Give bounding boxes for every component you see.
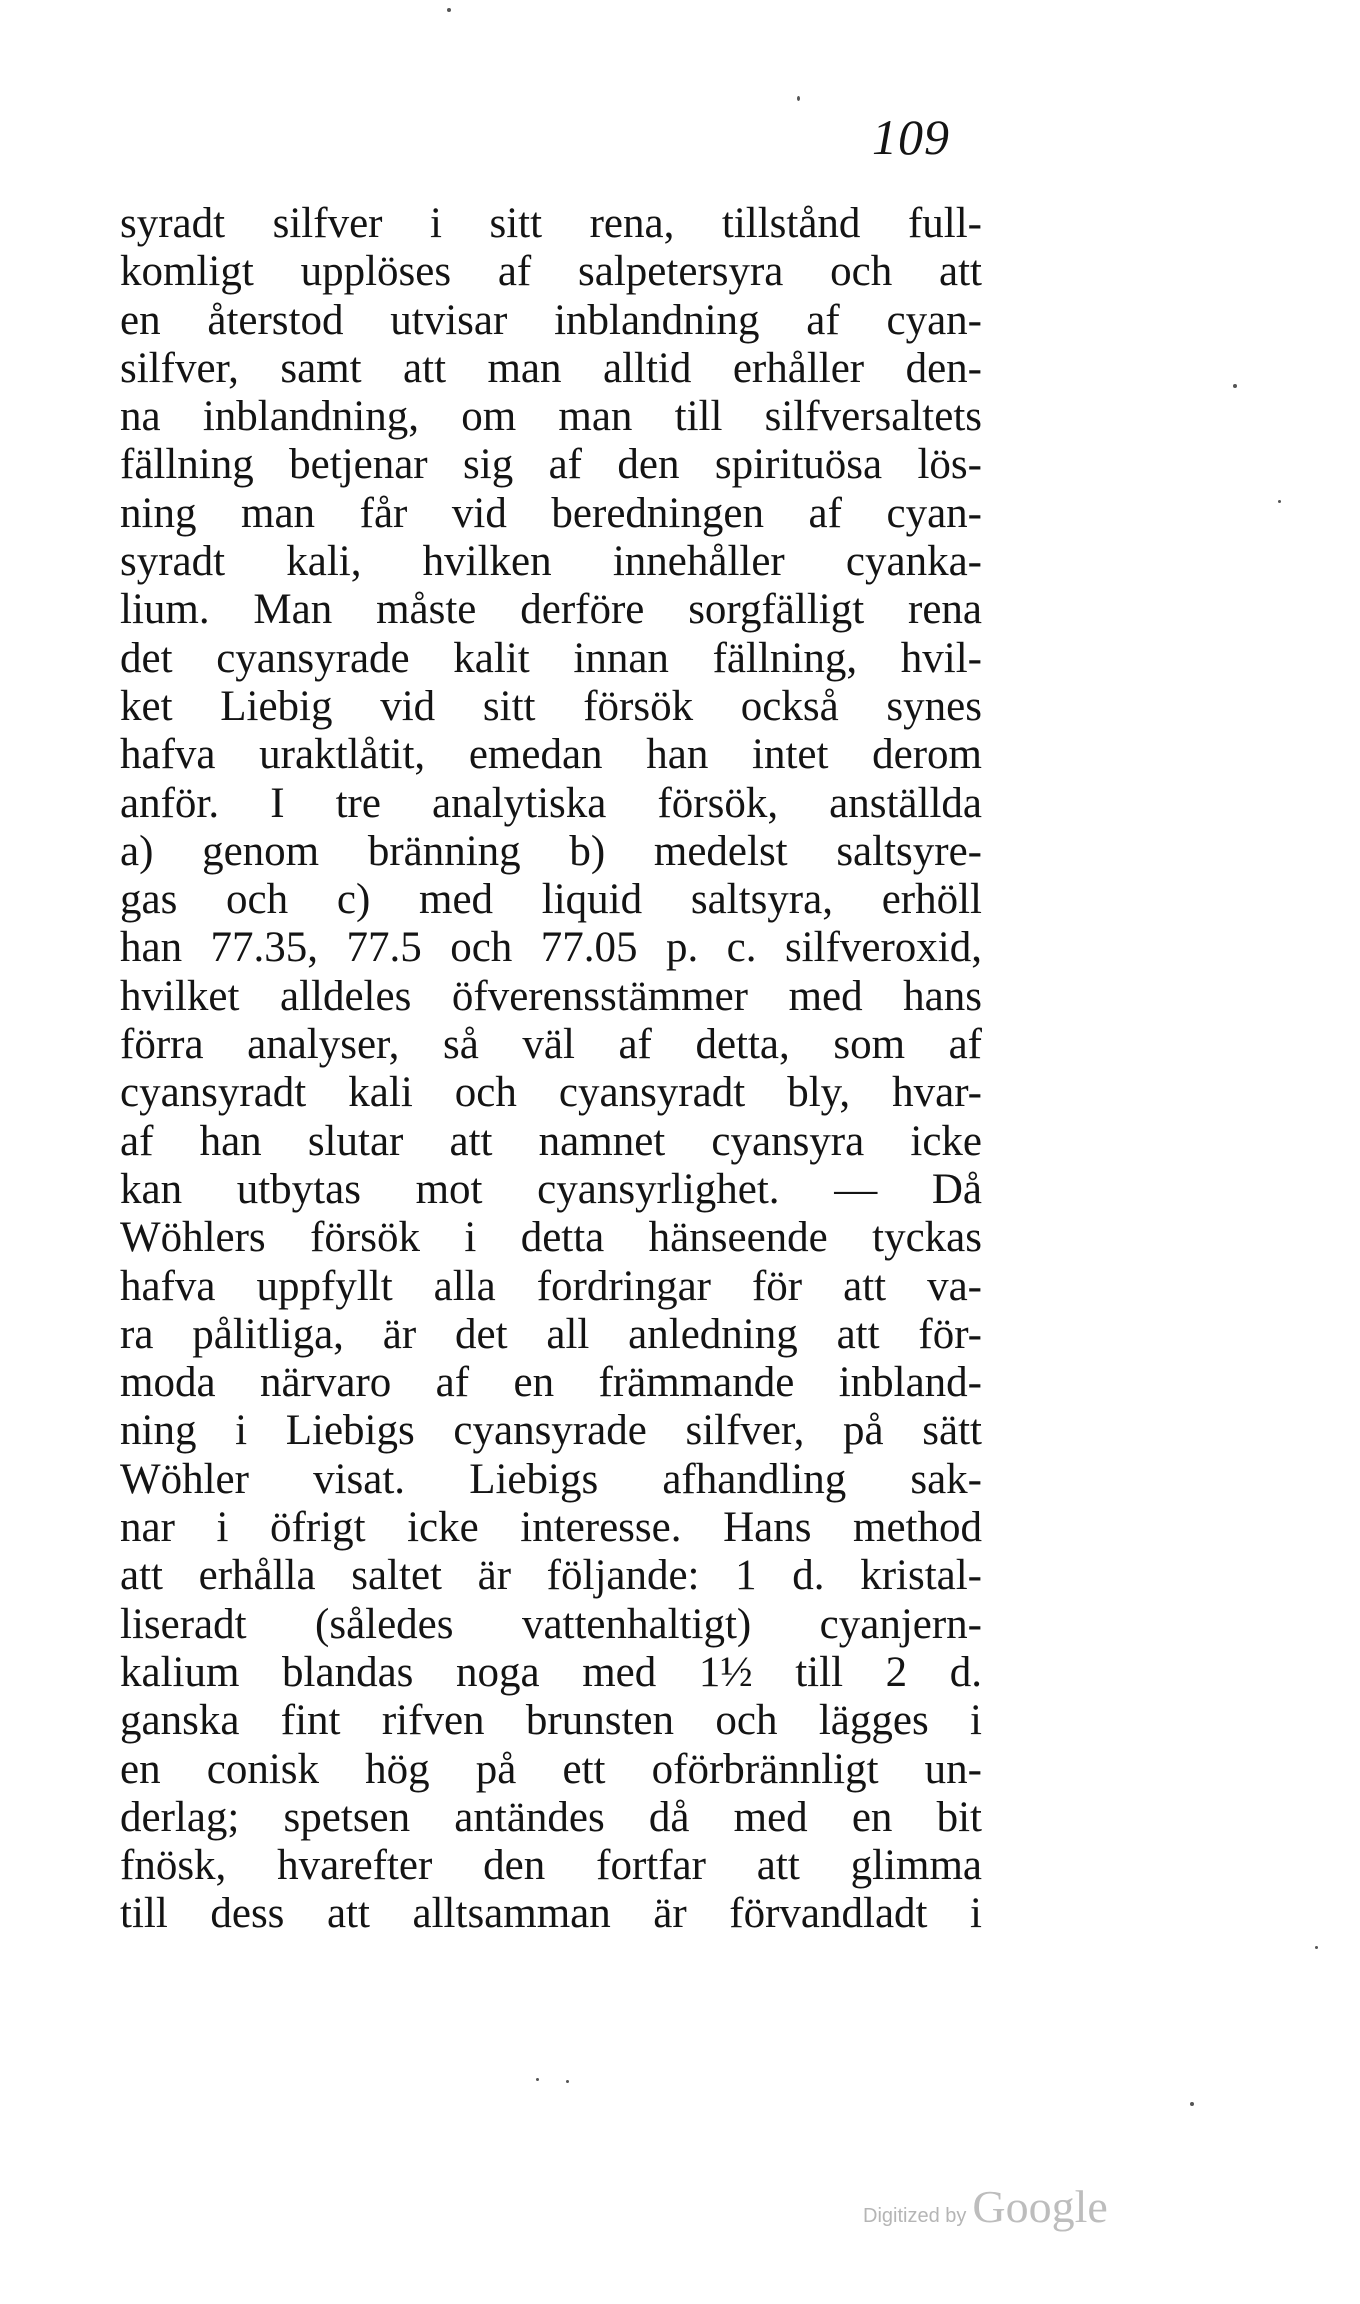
text-line: en återstod utvisar inblandning af cyan- xyxy=(120,296,982,344)
text-line: syradt silfver i sitt rena, tillstånd full- xyxy=(120,200,982,247)
digitized-watermark xyxy=(863,2180,1108,2233)
text-line: kan utbytas mot cyansyrlighet. — Då xyxy=(120,1165,982,1213)
text-line: af han slutar att namnet cyansyra icke xyxy=(120,1117,982,1165)
scan-speck xyxy=(1278,500,1281,503)
text-line: ganska fint rifven brunsten och lägges i xyxy=(120,1697,982,1745)
text-line: a) genom bränning b) medelst saltsyre- xyxy=(120,827,982,875)
scan-speck xyxy=(1233,384,1237,388)
google-logo: Google xyxy=(972,2181,1108,2232)
text-line: ning i Liebigs cyansyrade silfver, på sätt xyxy=(120,1407,982,1455)
page-number: 109 xyxy=(872,109,950,165)
text-line: fällning betjenar sig af den spirituösa lös- xyxy=(120,441,982,489)
digitized-by-label: Digitized by xyxy=(863,2205,967,2227)
text-line: gas och c) med liquid saltsyra, erhöll xyxy=(120,876,982,924)
scan-speck xyxy=(1315,1946,1318,1949)
text-line: ra pålitliga, är det all anledning att för- xyxy=(120,1310,982,1358)
text-line: liseradt (således vattenhaltigt) cyanjern- xyxy=(120,1600,982,1648)
text-line: syradt kali, hvilken innehåller cyanka- xyxy=(120,538,982,586)
text-line: Wöhler visat. Liebigs afhandling sak- xyxy=(120,1455,982,1503)
text-line: lium. Man måste derföre sorgfälligt rena xyxy=(120,586,982,634)
scan-speck xyxy=(1190,2102,1194,2106)
text-line: nar i öfrigt icke interesse. Hans method xyxy=(120,1504,982,1552)
text-line: silfver, samt att man alltid erhåller den- xyxy=(120,344,982,392)
text-line: hafva uppfyllt alla fordringar för att va- xyxy=(120,1262,982,1310)
text-line: ket Liebig vid sitt försök också synes xyxy=(120,682,982,730)
text-line: hafva uraktlåtit, emedan han intet derom xyxy=(120,731,982,779)
text-line: han 77.35, 77.5 och 77.05 p. c. silfveroxid, xyxy=(120,924,982,972)
scan-speck xyxy=(536,2078,539,2081)
text-line: moda närvaro af en främmande inbland- xyxy=(120,1359,982,1407)
scan-speck xyxy=(797,96,800,101)
text-line: att erhålla saltet är följande: 1 d. kristal- xyxy=(120,1552,982,1600)
text-line: en conisk hög på ett oförbrännligt un- xyxy=(120,1745,982,1793)
text-line: till dess att alltsamman är förvandladt i xyxy=(120,1890,982,1938)
text-line: ning man får vid beredningen af cyan- xyxy=(120,489,982,537)
text-line: det cyansyrade kalit innan fällning, hvil- xyxy=(120,634,982,682)
body-text xyxy=(120,200,982,1939)
scan-speck xyxy=(566,2080,569,2083)
text-line: na inblandning, om man till silfversaltets xyxy=(120,393,982,441)
text-line: Wöhlers försök i detta hänseende tyckas xyxy=(120,1214,982,1262)
text-line: derlag; spetsen antändes då med en bit xyxy=(120,1793,982,1841)
text-line: cyansyradt kali och cyansyradt bly, hvar- xyxy=(120,1069,982,1117)
text-line: komligt upplöses af salpetersyra och att xyxy=(120,248,982,296)
text-line: fnösk, hvarefter den fortfar att glimma xyxy=(120,1842,982,1890)
text-line: hvilket alldeles öfverensstämmer med hans xyxy=(120,972,982,1020)
text-line: kalium blandas noga med 1½ till 2 d. xyxy=(120,1648,982,1696)
text-line: förra analyser, så väl af detta, som af xyxy=(120,1021,982,1069)
scan-speck xyxy=(447,8,451,12)
text-line: anför. I tre analytiska försök, anställda xyxy=(120,779,982,827)
